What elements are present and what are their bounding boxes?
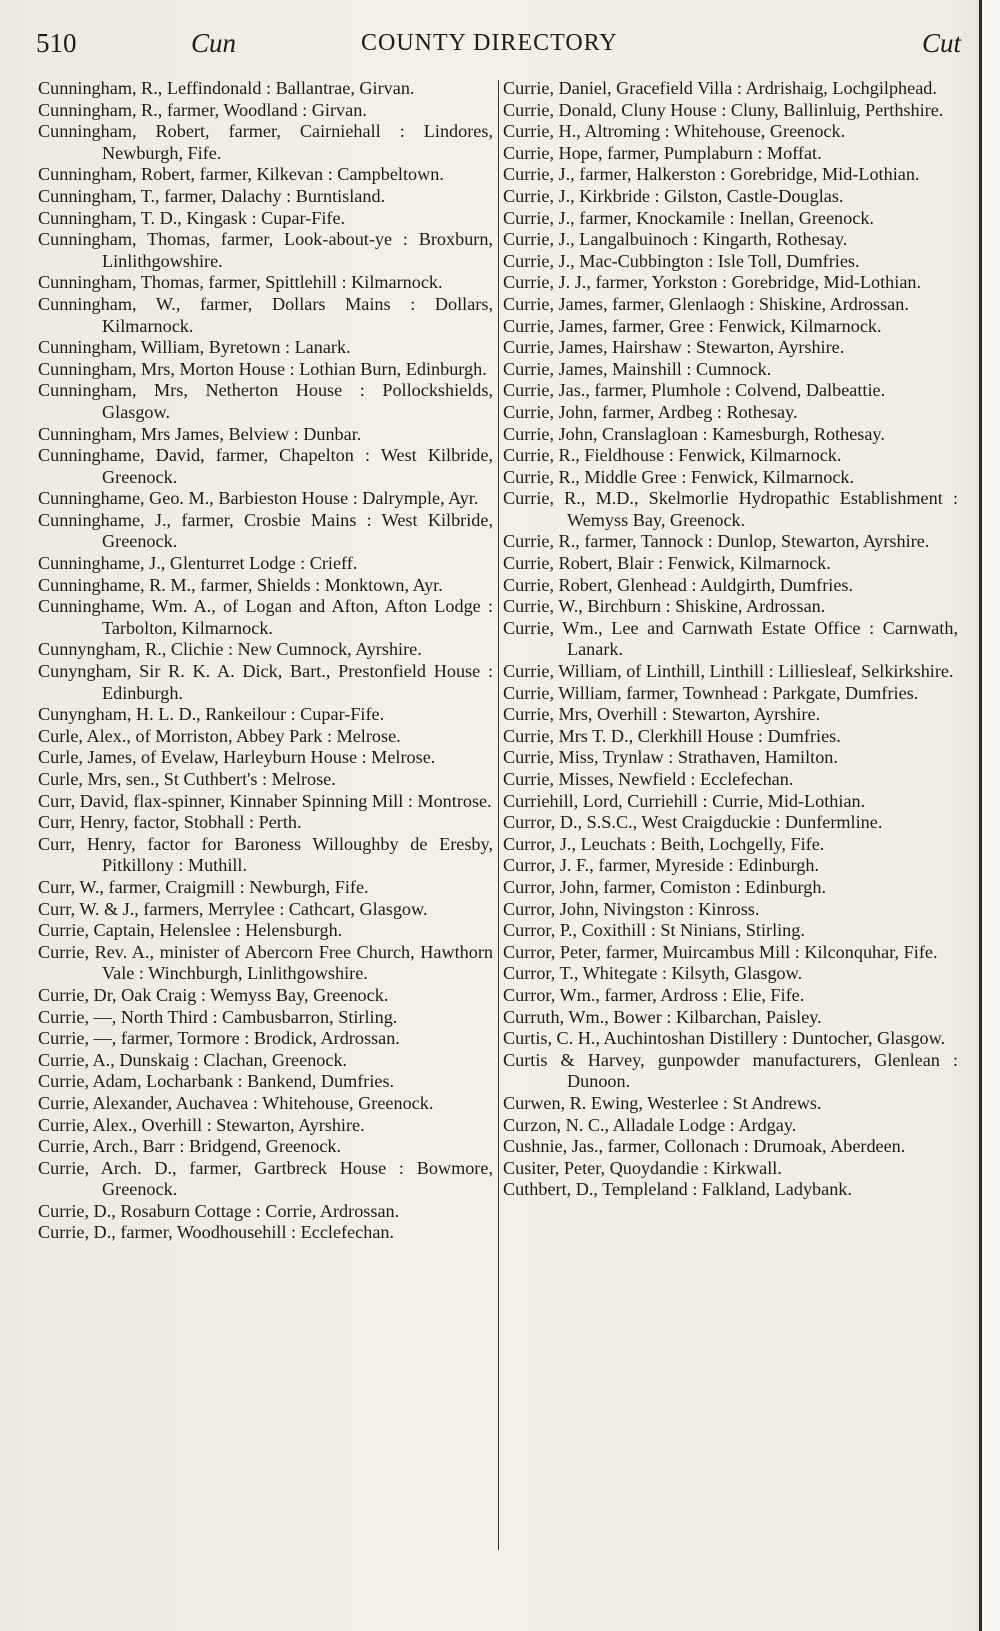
directory-entry: Currie, H., Altroming : Whitehouse, Greenock. xyxy=(503,121,846,142)
directory-entry: Currie, John, Cranslagloan : Kamesburgh, Rothesay. xyxy=(503,423,885,444)
page-edge-line xyxy=(979,0,982,1631)
page-margin-strip xyxy=(982,0,1000,1631)
directory-entry: Cunningham, Thomas, farmer, Spittlehill : Kilmarnock. xyxy=(38,272,443,293)
directory-entry: Currie, D., Rosaburn Cottage : Corrie, Ardrossan. xyxy=(38,1200,400,1221)
directory-entry: Currie, Miss, Trynlaw : Strathaven, Hamilton. xyxy=(503,747,838,768)
directory-entry: Currie, James, farmer, Glenlaogh : Shiskine, Ardrossan. xyxy=(503,293,909,314)
directory-entry: Currie, Donald, Cluny House : Cluny, Ballinluig, Perthshire. xyxy=(503,99,944,120)
directory-entry: Cunninghame, R. M., farmer, Shields : Monktown, Ayr. xyxy=(38,574,443,595)
directory-entry: Currie, Dr, Oak Craig : Wemyss Bay, Greenock. xyxy=(38,984,389,1005)
directory-entry: Currie, William, farmer, Townhead : Parkgate, Dumfries. xyxy=(503,682,919,703)
directory-entry: Currie, James, Mainshill : Cumnock. xyxy=(503,358,772,379)
directory-entry: Currie, R., farmer, Tannock : Dunlop, Stewarton, Ayrshire. xyxy=(503,531,930,552)
directory-entry: Curle, Alex., of Morriston, Abbey Park : Melrose. xyxy=(38,725,401,746)
directory-entry: Currie, J., farmer, Knockamile : Inellan, Greenock. xyxy=(503,207,874,228)
directory-entry: Curror, John, farmer, Comiston : Edinburgh. xyxy=(503,876,827,897)
directory-entry: Cunninghame, Geo. M., Barbieston House : Dalrymple, Ayr. xyxy=(38,488,479,509)
directory-entry: Curror, John, Nivingston : Kinross. xyxy=(503,898,760,919)
page-number: 510 xyxy=(36,28,77,58)
directory-entry: Cunningham, William, Byretown : Lanark. xyxy=(38,337,351,358)
directory-entry: Curtis & Harvey, gunpowder manufacturers, Glenlean : Dunoon. xyxy=(503,1049,958,1092)
directory-entry: Curr, Henry, factor for Baroness Willoughby de Eresby, Pitkillony : Muthill. xyxy=(38,833,493,876)
directory-entry: Cunningham, T., farmer, Dalachy : Burntisland. xyxy=(38,185,386,206)
directory-entry: Cunningham, W., farmer, Dollars Mains : Dollars, Kilmarnock. xyxy=(38,293,493,336)
directory-entry: Curr, David, flax-spinner, Kinnaber Spinning Mill : Montrose. xyxy=(38,790,492,811)
directory-entry: Currie, —, North Third : Cambusbarron, Stirling. xyxy=(38,1006,398,1027)
directory-entry: Cunningham, Mrs, Netherton House : Pollockshields, Glasgow. xyxy=(38,380,493,422)
directory-entry: Curle, Mrs, sen., St Cuthbert's : Melrose. xyxy=(38,769,336,789)
directory-entry: Curror, Wm., farmer, Ardross : Elie, Fife. xyxy=(503,984,805,1005)
guide-word-right: Cut xyxy=(921,28,961,58)
directory-entry: Currie, Jas., farmer, Plumhole : Colvend, Dalbeattie. xyxy=(503,380,886,401)
directory-entry: Currie, J., Langalbuinoch : Kingarth, Rothesay. xyxy=(503,229,848,250)
directory-entry: Curr, Henry, factor, Stobhall : Perth. xyxy=(38,812,302,833)
directory-entry: Currie, Arch., Barr : Bridgend, Greenock. xyxy=(38,1136,342,1157)
directory-entry: Currie, Rev. A., minister of Abercorn Free Church, Hawthorn Vale : Winchburgh, Linlithgowshire. xyxy=(38,941,493,984)
directory-entry: Cunningham, R., farmer, Woodland : Girvan. xyxy=(38,99,367,120)
directory-entry: Cunnyngham, R., Clichie : New Cumnock, Ayrshire. xyxy=(38,639,422,660)
directory-entry: Currie, D., farmer, Woodhousehill : Ecclefechan. xyxy=(38,1222,395,1243)
directory-entry: Currie, J., Mac-Cubbington : Isle Toll, Dumfries. xyxy=(503,250,860,271)
directory-entry: Currie, W., Birchburn : Shiskine, Ardrossan. xyxy=(503,596,826,617)
page-title: COUNTY DIRECTORY xyxy=(361,30,618,56)
directory-entry: Currie, Misses, Newfield : Ecclefechan. xyxy=(503,769,794,789)
directory-entry: Curror, J. F., farmer, Myreside : Edinburgh. xyxy=(503,855,819,876)
directory-entry: Curror, Peter, farmer, Muircambus Mill : Kilconquhar, Fife. xyxy=(503,941,938,962)
directory-entry: Curle, James, of Evelaw, Harleyburn House : Melrose. xyxy=(38,747,436,768)
directory-entry: Cunninghame, J., Glenturret Lodge : Crieff. xyxy=(38,553,358,574)
directory-entry: Cushnie, Jas., farmer, Collonach : Drumoak, Aberdeen. xyxy=(503,1136,906,1157)
directory-entry: Curror, J., Leuchats : Beith, Lochgelly, Fife. xyxy=(503,833,825,854)
directory-entry: Cunningham, Mrs, Morton House : Lothian Burn, Edinburgh. xyxy=(38,358,487,379)
directory-entry: Cunyngham, H. L. D., Rankeilour : Cupar-Fife. xyxy=(38,704,385,725)
directory-entry: Curriehill, Lord, Curriehill : Currie, Mid-Lothian. xyxy=(503,790,866,811)
left-column xyxy=(38,78,493,1244)
directory-entry: Currie, Adam, Locharbank : Bankend, Dumfries. xyxy=(38,1071,395,1092)
directory-entry: Currie, J., farmer, Halkerston : Gorebridge, Mid-Lothian. xyxy=(503,164,920,185)
directory-entry: Curwen, R. Ewing, Westerlee : St Andrews. xyxy=(503,1092,822,1113)
directory-entry: Cunningham, R., Leffindonald : Ballantrae, Girvan. xyxy=(38,78,415,98)
directory-entry: Cunyngham, Sir R. K. A. Dick, Bart., Prestonfield House : Edinburgh. xyxy=(38,661,493,703)
directory-entry: Currie, Alex., Overhill : Stewarton, Ayrshire. xyxy=(38,1114,365,1135)
directory-entry: Cunningham, Robert, farmer, Kilkevan : Campbeltown. xyxy=(38,164,444,185)
directory-entry: Currie, A., Dunskaig : Clachan, Greenock. xyxy=(38,1049,348,1070)
directory-entry: Cunningham, T. D., Kingask : Cupar-Fife. xyxy=(38,207,346,228)
directory-entry: Currie, J. J., farmer, Yorkston : Gorebridge, Mid-Lothian. xyxy=(503,272,922,293)
directory-entry: Curr, W., farmer, Craigmill : Newburgh, Fife. xyxy=(38,876,369,897)
directory-entry: Curror, P., Coxithill : St Ninians, Stirling. xyxy=(503,920,805,941)
directory-entry: Currie, Alexander, Auchavea : Whitehouse, Greenock. xyxy=(38,1092,434,1113)
guide-word-left: Cun xyxy=(191,28,237,58)
directory-entry: Currie, Robert, Blair : Fenwick, Kilmarnock. xyxy=(503,553,831,574)
directory-entry: Currie, John, farmer, Ardbeg : Rothesay. xyxy=(503,401,798,422)
directory-entry: Currie, Daniel, Gracefield Villa : Ardrishaig, Lochgilphead. xyxy=(503,78,937,98)
directory-entry: Cunninghame, J., farmer, Crosbie Mains : West Kilbride, Greenock. xyxy=(38,509,493,552)
directory-entry: Curror, D., S.S.C., West Craigduckie : Dunfermline. xyxy=(503,812,883,833)
directory-entry: Curr, W. & J., farmers, Merrylee : Cathcart, Glasgow. xyxy=(38,898,428,919)
directory-entry: Cunningham, Mrs James, Belview : Dunbar. xyxy=(38,423,362,444)
page-header xyxy=(36,28,961,68)
directory-entry: Currie, Arch. D., farmer, Gartbreck House : Bowmore, Greenock. xyxy=(38,1157,493,1200)
right-column xyxy=(503,78,958,1201)
directory-entry: Currie, James, Hairshaw : Stewarton, Ayrshire. xyxy=(503,337,845,358)
directory-entry: Cunningham, Robert, farmer, Cairniehall : Lindores, Newburgh, Fife. xyxy=(38,121,493,163)
directory-entry: Curzon, N. C., Alladale Lodge : Ardgay. xyxy=(503,1114,797,1135)
directory-entry: Currie, James, farmer, Gree : Fenwick, Kilmarnock. xyxy=(503,315,882,336)
directory-entry: Curror, T., Whitegate : Kilsyth, Glasgow. xyxy=(503,963,803,984)
directory-entry: Cuthbert, D., Templeland : Falkland, Ladybank. xyxy=(503,1179,852,1200)
directory-entry: Curruth, Wm., Bower : Kilbarchan, Paisley. xyxy=(503,1006,822,1027)
directory-entry: Currie, Mrs, Overhill : Stewarton, Ayrshire. xyxy=(503,704,821,725)
directory-entry: Cunninghame, Wm. A., of Logan and Afton, Afton Lodge : Tarbolton, Kilmarnock. xyxy=(38,596,493,638)
directory-entry: Currie, —, farmer, Tormore : Brodick, Ardrossan. xyxy=(38,1028,400,1049)
directory-entry: Cunninghame, David, farmer, Chapelton : West Kilbride, Greenock. xyxy=(38,445,493,487)
directory-entry: Currie, Wm., Lee and Carnwath Estate Office : Carnwath, Lanark. xyxy=(503,617,958,660)
directory-entry: Currie, R., Middle Gree : Fenwick, Kilmarnock. xyxy=(503,466,855,487)
directory-entry: Currie, Captain, Helenslee : Helensburgh. xyxy=(38,920,343,941)
directory-entry: Currie, R., M.D., Skelmorlie Hydropathic Establishment : Wemyss Bay, Greenock. xyxy=(503,488,958,530)
directory-entry: Currie, R., Fieldhouse : Fenwick, Kilmarnock. xyxy=(503,445,842,466)
directory-entry: Cusiter, Peter, Quoydandie : Kirkwall. xyxy=(503,1157,782,1178)
directory-entry: Currie, Robert, Glenhead : Auldgirth, Dumfries. xyxy=(503,574,854,595)
directory-entry: Currie, William, of Linthill, Linthill : Lilliesleaf, Selkirkshire. xyxy=(503,661,954,682)
directory-entry: Curtis, C. H., Auchintoshan Distillery : Duntocher, Glasgow. xyxy=(503,1028,946,1049)
directory-entry: Currie, Mrs T. D., Clerkhill House : Dumfries. xyxy=(503,725,841,746)
directory-entry: Currie, Hope, farmer, Pumplaburn : Moffat. xyxy=(503,142,822,163)
column-divider xyxy=(498,80,499,1550)
directory-entry: Cunningham, Thomas, farmer, Look-about-ye : Broxburn, Linlithgowshire. xyxy=(38,229,493,271)
directory-entry: Currie, J., Kirkbride : Gilston, Castle-Douglas. xyxy=(503,185,844,206)
